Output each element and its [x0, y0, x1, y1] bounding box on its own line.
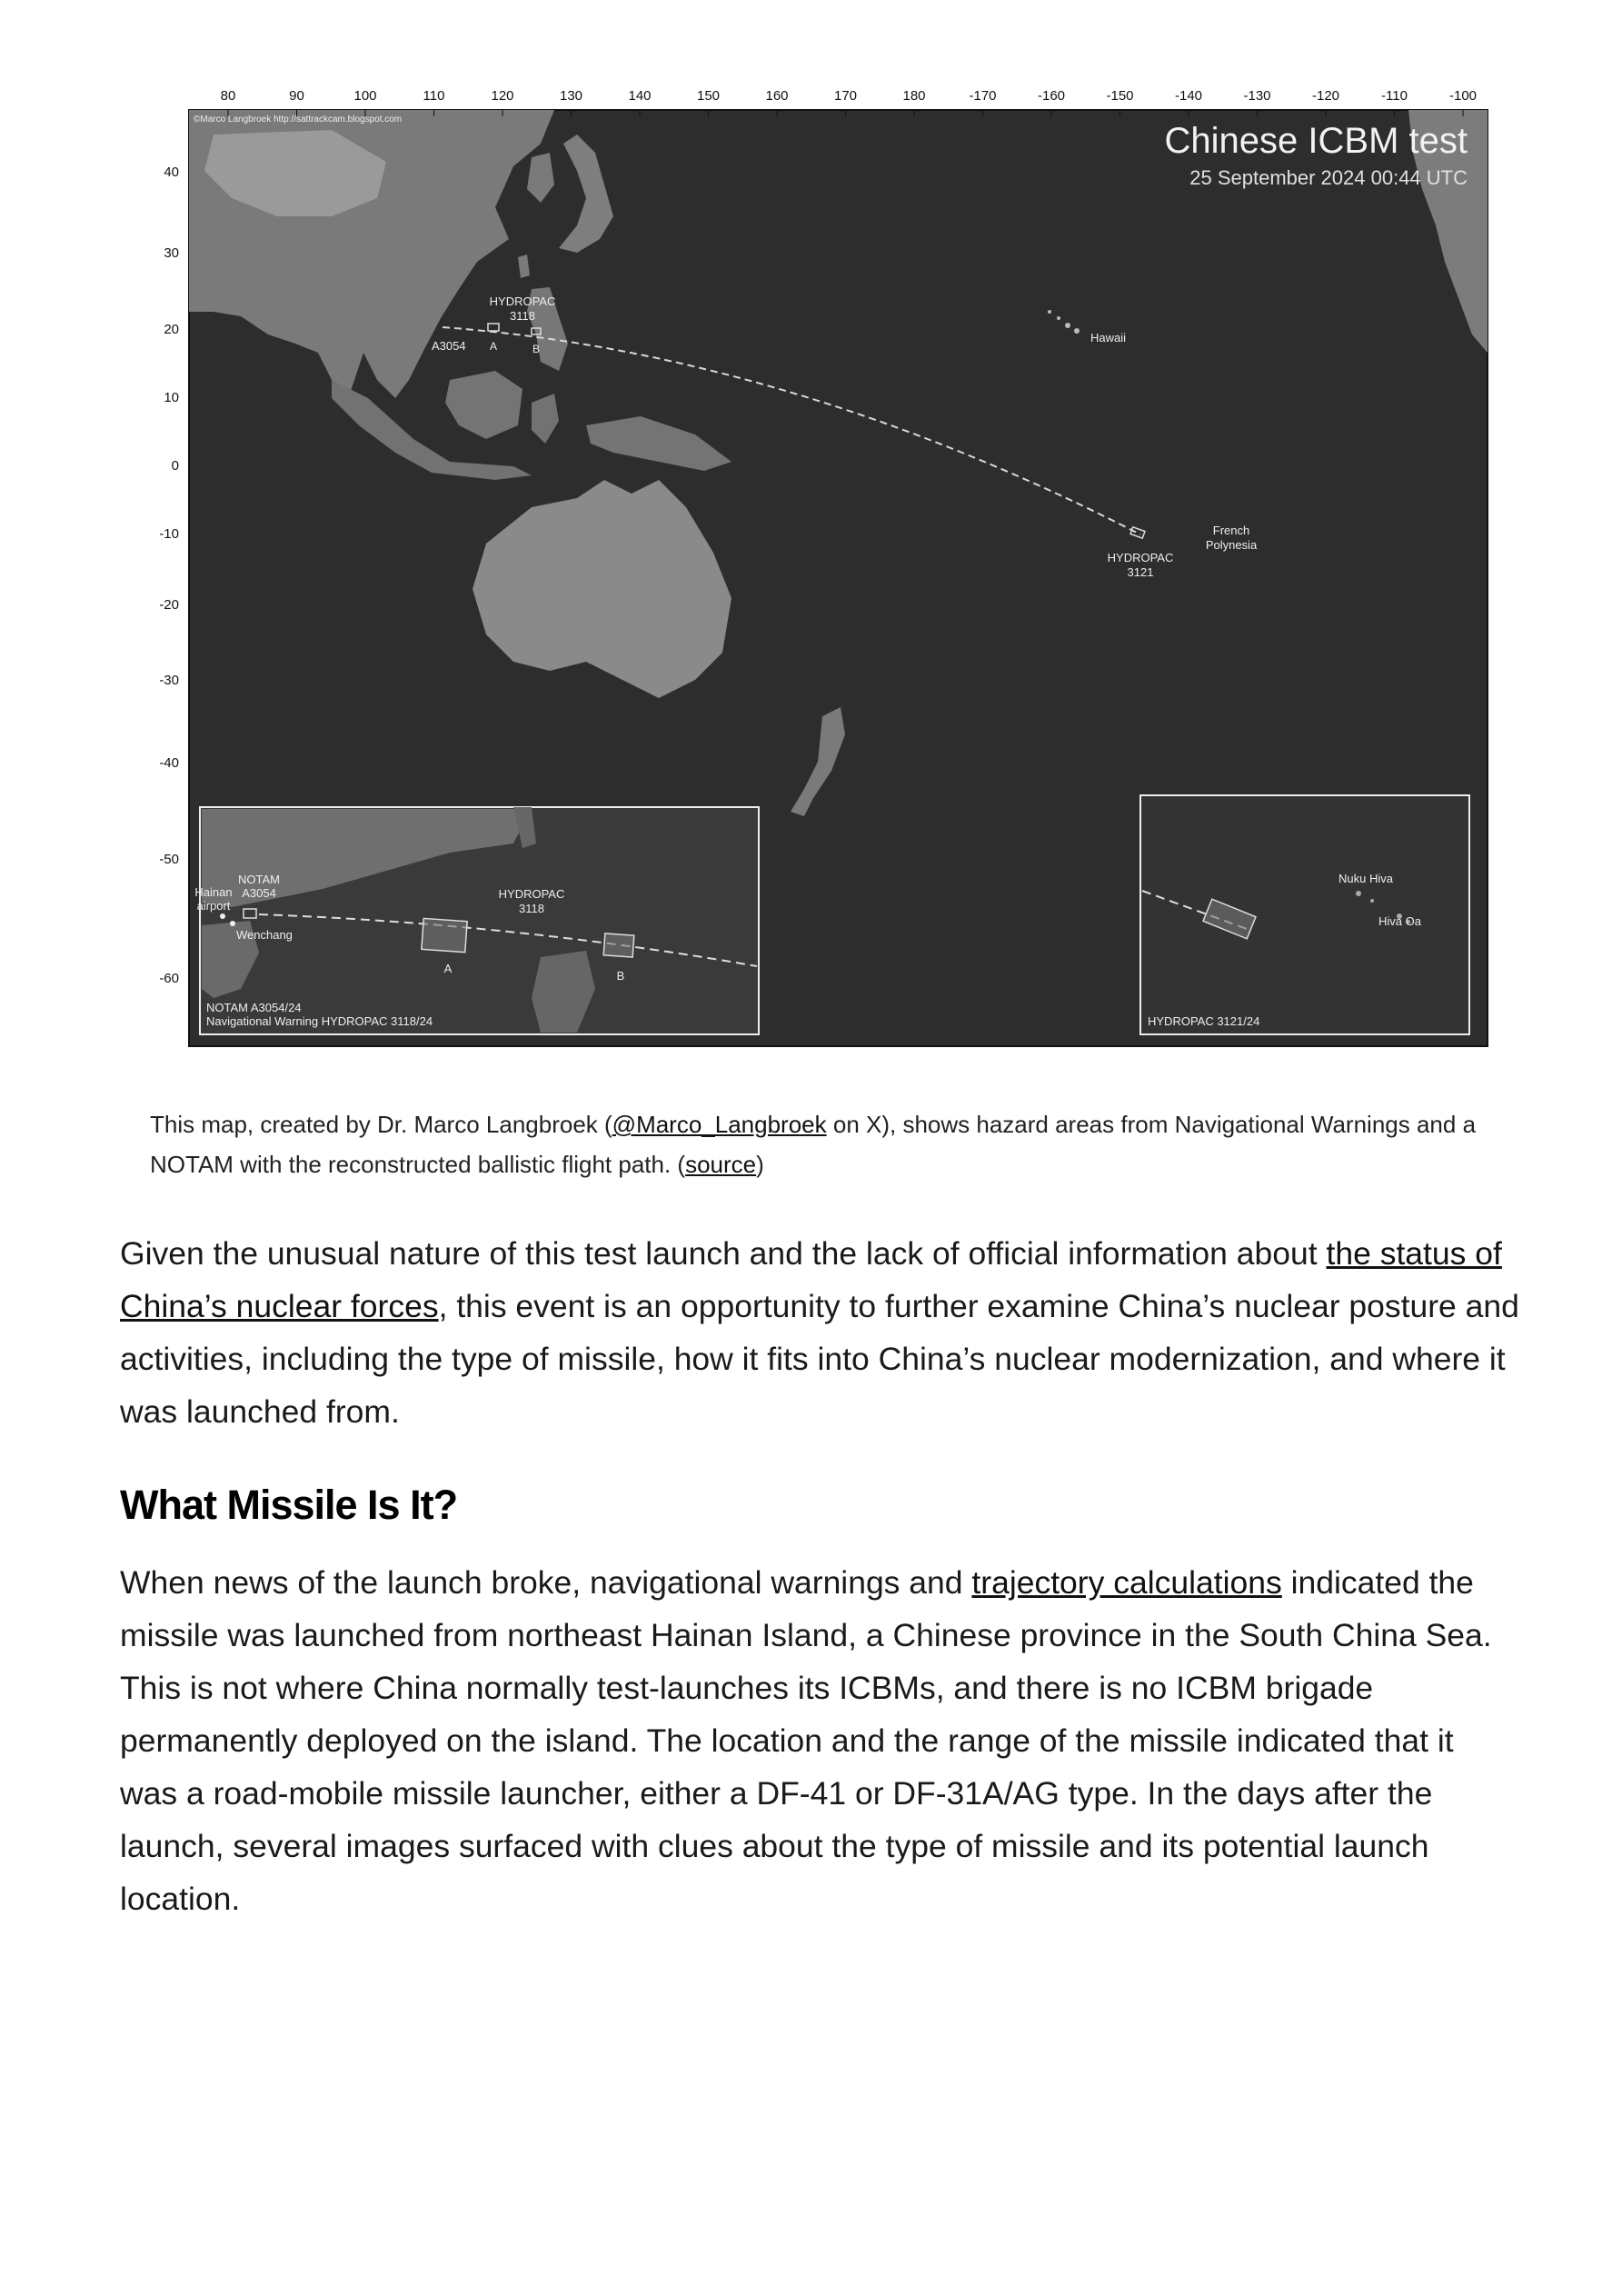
- inset-right-nuku-hiva: Nuku Hiva: [1338, 872, 1393, 885]
- label-hydropac-3118-2: 3118: [510, 309, 535, 323]
- latitude-tick-20: 20: [164, 322, 179, 337]
- caption-text-1: This map, created by Dr. Marco Langbroek (: [150, 1111, 612, 1138]
- longitude-tick--130: -130: [1243, 88, 1271, 104]
- paragraph-intro: [120, 1227, 1519, 1438]
- longitude-tick-130: 130: [559, 88, 583, 104]
- link-trajectory-calculations[interactable]: trajectory calculations: [971, 1564, 1282, 1601]
- label-box-b: B: [532, 343, 541, 355]
- latitude-tick--10: -10: [159, 526, 179, 542]
- inset-left-notam-2: A3054: [242, 886, 276, 900]
- map-title: Chinese ICBM test: [1164, 121, 1468, 161]
- inset-left-hydropac-2: 3118: [519, 902, 544, 915]
- label-a3054: A3054: [432, 339, 466, 353]
- inset-left-notam-1: NOTAM: [238, 873, 280, 886]
- section-heading: What Missile Is It?: [120, 1482, 458, 1528]
- inset-right-footer: HYDROPAC 3121/24: [1148, 1014, 1260, 1028]
- longitude-tick-170: 170: [833, 88, 858, 104]
- caption-link-source[interactable]: source: [685, 1151, 757, 1178]
- latitude-tick-10: 10: [164, 390, 179, 405]
- latitude-tick--50: -50: [159, 852, 179, 867]
- longitude-tick-180: 180: [902, 88, 926, 104]
- paragraph-missile-text-1: When news of the launch broke, navigational warnings and: [120, 1564, 972, 1601]
- inset-left-hainan-airport-2: airport: [196, 899, 231, 913]
- longitude-tick--160: -160: [1037, 88, 1066, 104]
- map-caption: [150, 1104, 1486, 1184]
- link-status-nuclear-forces[interactable]: the status of China’s nuclear forces: [120, 1235, 1502, 1324]
- label-french-polynesia-2: Polynesia: [1205, 538, 1258, 552]
- latitude-tick--20: -20: [159, 597, 179, 613]
- longitude-tick--150: -150: [1106, 88, 1134, 104]
- label-french-polynesia-1: French: [1212, 524, 1250, 537]
- label-hydropac-3118-1: HYDROPAC: [489, 294, 556, 308]
- inset-left-box-a: A: [443, 962, 453, 975]
- longitude-tick-160: 160: [765, 88, 789, 104]
- longitude-tick--170: -170: [969, 88, 997, 104]
- inset-left-hainan-airport-1: Hainan: [194, 885, 233, 899]
- latitude-tick-0: 0: [171, 458, 179, 474]
- latitude-tick-labels: [159, 165, 179, 986]
- longitude-tick-100: 100: [353, 88, 377, 104]
- longitude-tick-140: 140: [628, 88, 652, 104]
- caption-link-author[interactable]: @Marco_Langbroek: [612, 1111, 827, 1138]
- map-subtitle: 25 September 2024 00:44 UTC: [1189, 166, 1468, 189]
- latitude-tick-40: 40: [164, 165, 179, 180]
- latitude-tick-30: 30: [164, 245, 179, 261]
- label-hydropac-3121-1: HYDROPAC: [1107, 551, 1174, 564]
- paragraph-intro-text-1: Given the unusual nature of this test launch and the lack of official information about: [120, 1235, 1327, 1272]
- map-credit: ©Marco Langbroek http://sattrackcam.blogspot.com: [194, 115, 403, 125]
- inset-left-wenchang: Wenchang: [236, 928, 293, 942]
- longitude-tick--120: -120: [1311, 88, 1340, 104]
- latitude-tick--30: -30: [159, 673, 179, 688]
- longitude-tick--100: -100: [1448, 88, 1478, 104]
- label-hawaii: Hawaii: [1090, 331, 1127, 344]
- paragraph-intro-text-2: , this event is an opportunity to further examine China’s nuclear posture and activities, including the type of missile, how it fits into China’s nuclear modernization, and where it was launched from.: [120, 1288, 1519, 1430]
- inset-left-footer-1: NOTAM A3054/24: [206, 1001, 302, 1014]
- paragraph-missile: [120, 1556, 1519, 1925]
- inset-left-hydropac-1: HYDROPAC: [498, 887, 565, 901]
- label-box-a: A: [489, 340, 498, 353]
- paragraph-missile-text-2: indicated the missile was launched from northeast Hainan Island, a Chinese province in the South China Sea. This is not where China normally test-launches its ICBMs, and there is no ICBM brigade permanently deployed on the island. The location and the range of the missile indicated that it was a road-mobile missile launcher, either a DF-41 or DF-31A/AG type. In the days after the launch, several images surfaced with clues about the type of missile and its potential launch location.: [120, 1564, 1492, 1917]
- icbm-map: [150, 80, 1495, 1057]
- caption-text-2: on X), shows hazard areas from Navigational Warnings and a NOTAM with the reconstructed ballistic flight path. (: [150, 1111, 1477, 1178]
- caption-text-3: ): [756, 1151, 764, 1178]
- longitude-tick--110: -110: [1381, 88, 1408, 104]
- longitude-tick-120: 120: [491, 88, 514, 104]
- longitude-tick-110: 110: [423, 88, 445, 104]
- longitude-tick--140: -140: [1174, 88, 1203, 104]
- longitude-tick-80: 80: [220, 88, 236, 104]
- inset-left-footer-2: Navigational Warning HYDROPAC 3118/24: [206, 1014, 433, 1028]
- longitude-tick-90: 90: [289, 88, 304, 104]
- inset-right-hiva-oa: Hiva Oa: [1378, 914, 1421, 928]
- label-hydropac-3121-2: 3121: [1127, 565, 1154, 579]
- longitude-tick-150: 150: [696, 88, 721, 104]
- map-figure: [150, 80, 1495, 1057]
- inset-left-box-b: B: [616, 969, 625, 983]
- latitude-tick--40: -40: [159, 755, 179, 771]
- latitude-tick--60: -60: [159, 971, 179, 986]
